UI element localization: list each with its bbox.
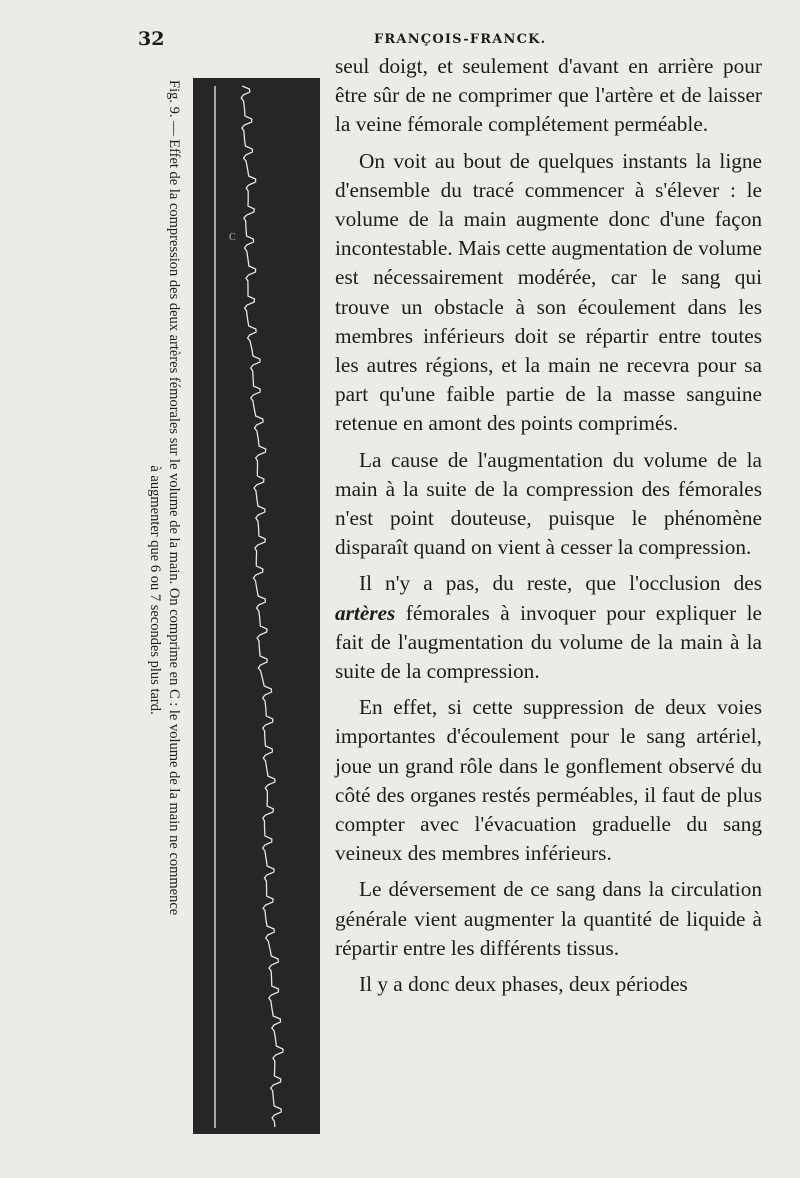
paragraph-4-start: Il n'y a pas, du reste, que l'occlusion des [359, 571, 762, 596]
page-number: 32 [138, 28, 165, 50]
body-text [335, 52, 762, 999]
paragraph-6: Le déversement de ce sang dans la circulation générale vient augmenter la quantité de liquide à répartir entre les différents tissus. [335, 877, 762, 960]
figure-caption-line-1: Fig. 9. — Effet de la compression des deux artères fémorales sur le volume de la main. On comprime en C : le volume de la main ne commence [166, 80, 182, 916]
figure-caption-line-2: à augmenter que 6 ou 7 secondes plus tard. [147, 465, 163, 715]
figure-caption [145, 80, 183, 1100]
paragraph-2: On voit au bout de quelques instants la ligne d'ensemble du tracé commencer à s'élever : le volume de la main augmente donc d'une façon incontestable. Mais cette augmentation de volume est nécessairement modérée, car le sang qui trouve un obstacle à son écoulement dans les membres inférieurs doit se répartir entre toutes les autres régions, et la main ne recevra pour sa part qu'une faible partie de la masse sanguine retenue en amont des points comprimés. [335, 148, 762, 436]
paragraph-4-emphasis: artères [335, 600, 396, 625]
running-title: FRANÇOIS-FRANCK. [374, 32, 547, 47]
paragraph-5: En effet, si cette suppression de deux voies importantes d'écoulement pour le sang artériel, joue un grand rôle dans le gonflement observé du côté des organes restés perméables, il faut de plus compter avec l'évacuation graduelle du sang veineux des membres inférieurs. [335, 695, 762, 866]
paragraph-4-end: fémorales à invoquer pour expliquer le fait de l'augmentation du volume de la main à la suite de la compression. [335, 600, 762, 684]
figure-caption-area [143, 80, 183, 1100]
paragraph-1: seul doigt, et seulement d'avant en arrière pour être sûr de ne comprimer que l'artère et de laisser la veine fémorale complétement perméable. [335, 54, 762, 137]
paragraph-4 [335, 569, 762, 686]
pulse-trace-line [241, 86, 283, 1127]
figure-plethysmograph-tracing [193, 78, 320, 1134]
paragraph-7: Il y a donc deux phases, deux périodes [359, 972, 688, 997]
tracing-graphic [193, 78, 320, 1134]
paragraph-3: La cause de l'augmentation du volume de la main à la suite de la compression des fémorales n'est point douteuse, puisque le phénomène disparaît quand on vient à cesser la compression. [335, 447, 762, 560]
compression-marker-label: C [229, 232, 236, 243]
